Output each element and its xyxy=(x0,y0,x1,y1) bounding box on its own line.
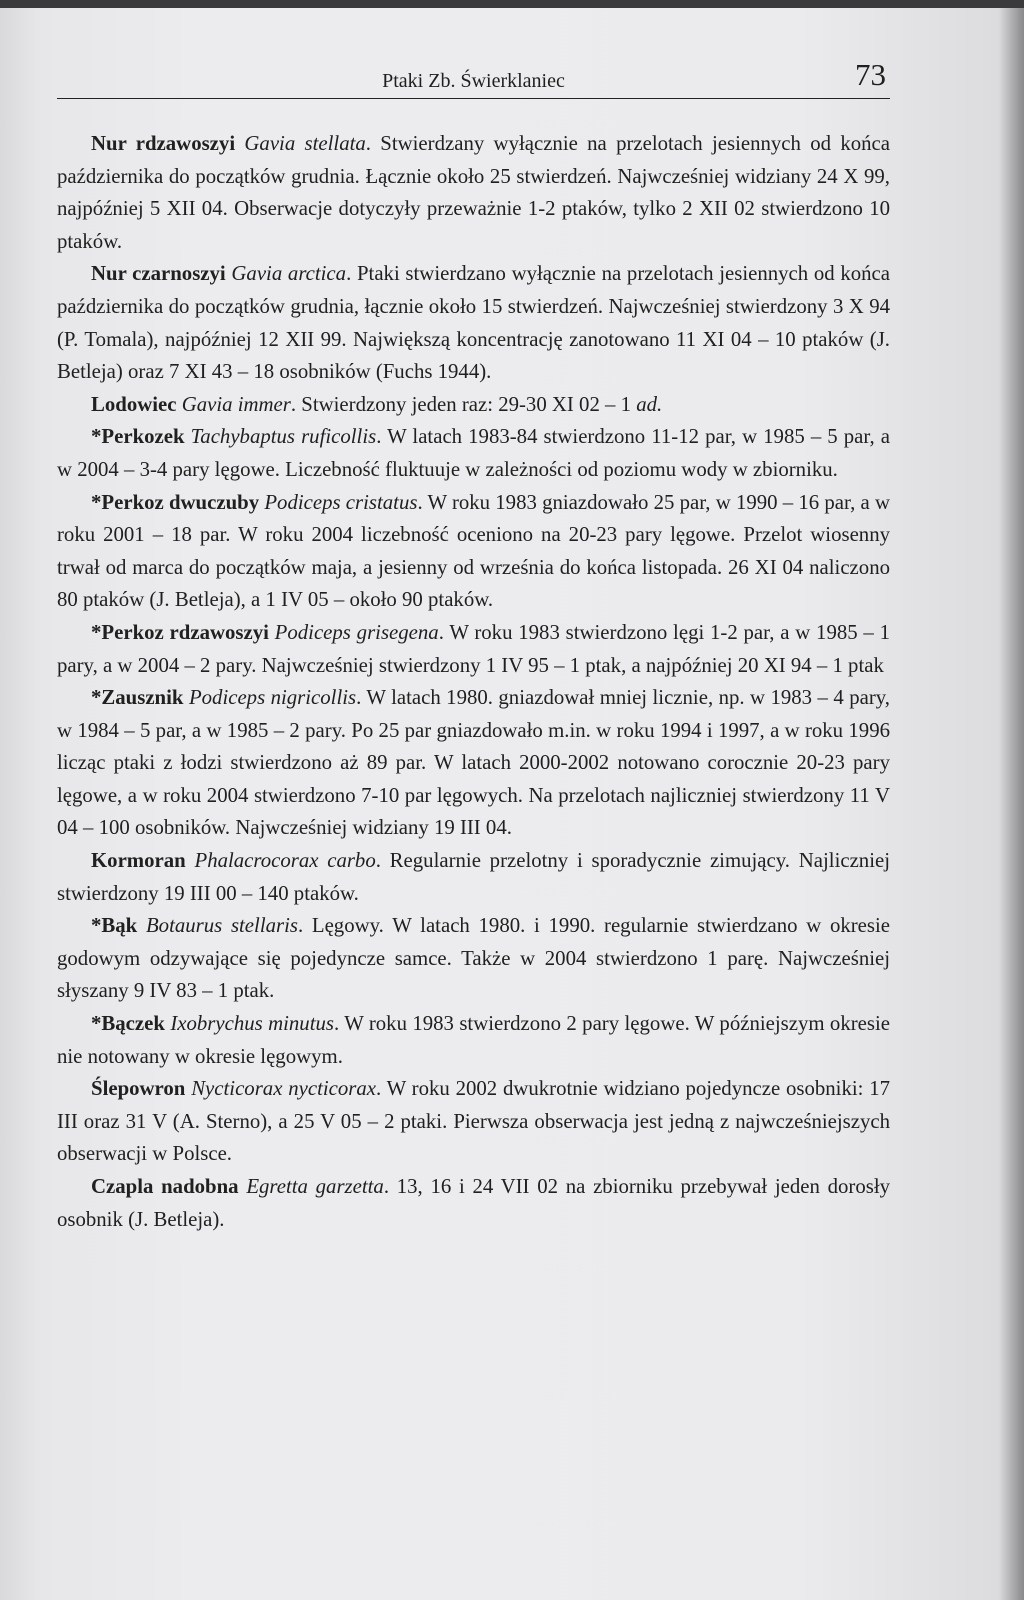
entry-text: . W latach 1983-84 stwierdzono 11-12 par, w 1985 – 5 par, a w 2004 – 3-4 pary lęgowe. Liczebność fluktuuje w zależności od poziomu wody w zbiorniku. xyxy=(57,425,890,481)
entry-text: . W roku 1983 stwierdzono lęgi 1-2 par, a w 1985 – 1 pary, a w 2004 – 2 pary. Najwcześniej stwierdzony 1 IV 95 – 1 ptak, a najpóźniej 20 XI 94 – 1 ptak xyxy=(57,620,890,677)
species-name: *Bąk xyxy=(91,914,138,938)
page-header xyxy=(57,52,890,99)
species-entry xyxy=(57,1073,890,1171)
running-title: Ptaki Zb. Świerklaniec xyxy=(382,70,565,92)
entry-text: . Regularnie przelotny i sporadycznie zimujący. Najliczniej stwierdzony 19 III 00 – 140 ptaków. xyxy=(57,849,890,905)
latin-name: Nycticorax nycticorax xyxy=(191,1077,376,1101)
entry-text-italic: ad. xyxy=(636,392,663,416)
species-entry xyxy=(57,617,890,682)
latin-name: Phalacrocorax carbo xyxy=(194,849,376,873)
species-entry xyxy=(57,389,890,422)
entry-text: . Lęgowy. W latach 1980. i 1990. regularnie stwierdzano w okresie godowym odzywające się pojedyncze samce. Także w 2004 stwierdzono 1 parę. Najwcześniej słyszany 9 IV 83 – 1 ptak. xyxy=(57,914,890,1003)
entry-text: . W roku 2002 dwukrotnie widziano pojedyncze osobniki: 17 III oraz 31 V (A. Sterno), a 25 V 05 – 2 ptaki. Pierwsza obserwacja jest jedną z najwcześniejszych obserwacji w Polsce. xyxy=(57,1077,890,1166)
latin-name: Tachybaptus ruficollis xyxy=(190,425,377,449)
latin-name: Ixobrychus minutus xyxy=(170,1012,334,1036)
species-entry xyxy=(57,1008,890,1073)
latin-name: Podiceps cristatus xyxy=(264,490,418,514)
species-name: Kormoran xyxy=(91,849,186,873)
entry-text: . W latach 1980. gniazdował mniej licznie, np. w 1983 – 4 pary, w 1984 – 5 par, a w 1985 – 2 pary. Po 25 par gniazdowało m.in. w roku 1994 i 1997, a w roku 1996 licząc ptaki z łodzi stwierdzono aż 89 par. W latach 2000-2002 notowano corocznie 20-23 pary lęgowe, a w roku 2004 stwierdzono 7-10 par lęgowych. Na przelotach najliczniej stwierdzony 11 V 04 – 100 osobników. Najwcześniej widziany 19 III 04. xyxy=(57,686,891,840)
book-page xyxy=(0,8,1024,1600)
species-entry xyxy=(57,128,890,258)
species-name: Ślepowron xyxy=(91,1077,186,1101)
species-entry xyxy=(57,910,890,1008)
species-entry xyxy=(57,421,890,486)
species-name: Nur rdzawoszyi xyxy=(91,132,236,155)
species-name: Czapla nadobna xyxy=(91,1175,239,1198)
entry-text: . W roku 1983 stwierdzono 2 pary lęgowe. W późniejszym okresie nie notowany w okresie lęgowym. xyxy=(57,1012,890,1068)
latin-name: Podiceps nigricollis xyxy=(188,686,357,710)
latin-name: Botaurus stellaris xyxy=(145,914,298,938)
latin-name: Podiceps grisegena xyxy=(274,620,439,644)
species-name: *Perkoz rdzawoszyi xyxy=(91,620,269,644)
species-name: Nur czarnoszyi xyxy=(91,262,226,286)
latin-name: Egretta garzetta xyxy=(246,1175,384,1198)
latin-name: Gavia arctica xyxy=(231,262,347,286)
species-entry xyxy=(57,258,890,388)
latin-name: Gavia stellata xyxy=(244,132,366,155)
species-name: Lodowiec xyxy=(91,392,177,416)
species-entry xyxy=(57,682,890,845)
page-number: 73 xyxy=(855,57,886,92)
species-entry xyxy=(57,1171,890,1236)
species-list xyxy=(57,128,890,1236)
page-edge-shadow xyxy=(998,8,1024,1600)
species-name: *Bączek xyxy=(91,1012,165,1036)
entry-text: . 13, 16 i 24 VII 02 na zbiorniku przebywał jeden dorosły osobnik (J. Betleja). xyxy=(57,1175,890,1231)
species-name: *Zausznik xyxy=(91,686,184,710)
entry-text: . Stwierdzony jeden raz: 29-30 XI 02 – 1 xyxy=(290,392,637,416)
latin-name: Gavia immer xyxy=(181,392,291,416)
species-entry xyxy=(57,845,890,910)
entry-text: . Ptaki stwierdzano wyłącznie na przelotach jesiennych od końca października do początków grudnia, łącznie około 15 stwierdzeń. Najwcześniej stwierdzony 3 X 94 (P. Tomala), najpóźniej 12 XII 99. Największą koncentrację zanotowano 11 XI 04 – 10 ptaków (J. Betleja) oraz 7 XI 43 – 18 osobników (Fuchs 1944). xyxy=(57,262,891,384)
species-name: *Perkozek xyxy=(91,425,185,449)
species-name: *Perkoz dwuczuby xyxy=(91,490,260,514)
species-entry xyxy=(57,487,890,617)
entry-text: . Stwierdzany wyłącznie na przelotach jesiennych od końca października do początków grudnia. Łącznie około 25 stwierdzeń. Najwcześniej widziany 24 X 99, najpóźniej 5 XII 04. Obserwacje dotyczyły przeważnie 1-2 ptaków, tylko 2 XII 02 stwierdzono 10 ptaków. xyxy=(57,132,890,253)
entry-text: . W roku 1983 gniazdowało 25 par, w 1990 – 16 par, a w roku 2001 – 18 par. W roku 2004 liczebność oceniono na 20-23 pary lęgowe. Przelot wiosenny trwał od marca do początków maja, a jesienny od września do końca listopada. 26 XI 04 naliczono 80 ptaków (J. Betleja), a 1 IV 05 – około 90 ptaków. xyxy=(57,490,890,612)
